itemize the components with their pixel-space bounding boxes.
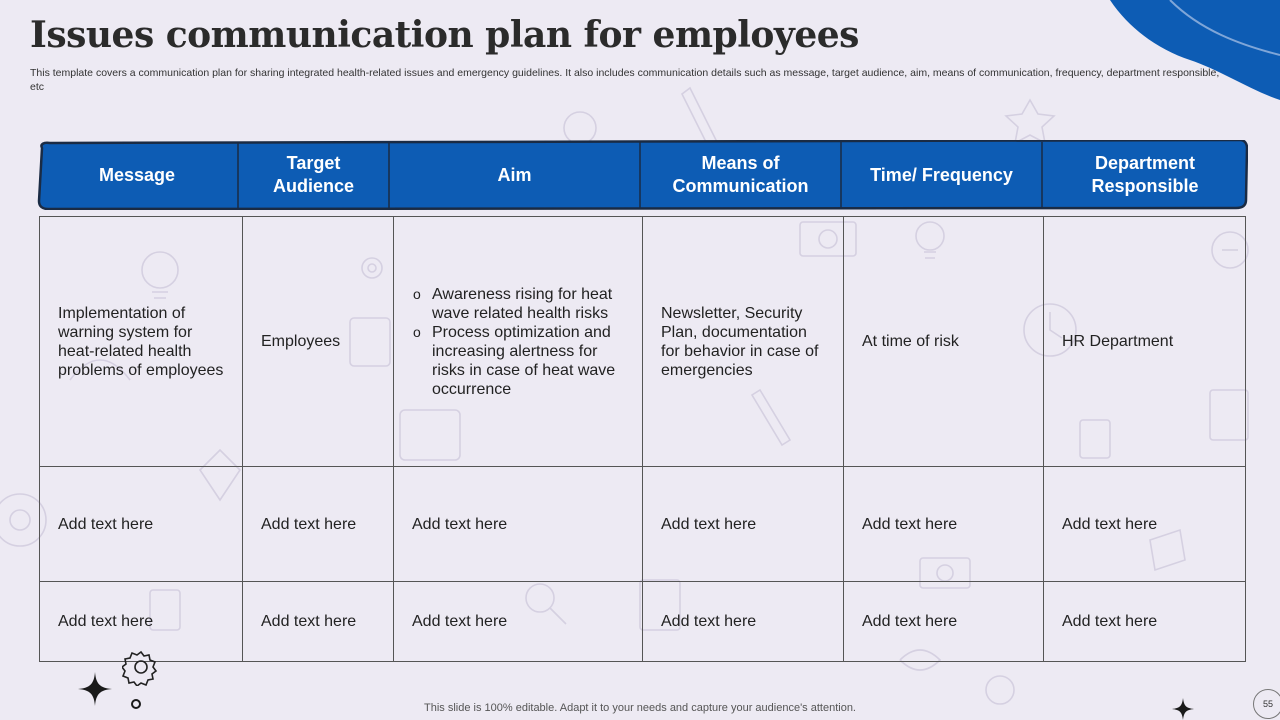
- cell-means: Add text here: [643, 467, 844, 582]
- cell-means: Add text here: [643, 582, 844, 662]
- cell-aim: Add text here: [394, 582, 643, 662]
- cell-audience: Add text here: [243, 582, 394, 662]
- cell-audience: Add text here: [243, 467, 394, 582]
- cell-aim: [394, 217, 643, 467]
- header-means-of-communication: Means of Communication: [672, 153, 809, 196]
- cell-department: HR Department: [1044, 217, 1246, 467]
- aim-item: o Process optimization and increasing alertness for risks in case of heat wave occurrence: [432, 323, 624, 399]
- footer-note: This slide is 100% editable. Adapt it to your needs and capture your audience's attention.: [424, 702, 856, 714]
- table-header: [36, 140, 1248, 210]
- aim-item: o Awareness rising for heat wave related health risks: [432, 285, 624, 323]
- table-row: [40, 467, 1246, 582]
- slide-title: Issues communication plan for employees: [30, 14, 859, 56]
- sparkle-star-icon: [78, 672, 112, 706]
- aim-list: [412, 285, 624, 399]
- cell-frequency: Add text here: [844, 582, 1044, 662]
- header-time-frequency: Time/ Frequency: [870, 164, 1013, 185]
- header-department-responsible: Department Responsible: [1091, 153, 1199, 196]
- cell-means: Newsletter, Security Plan, documentation for behavior in case of emergencies: [643, 217, 844, 467]
- header-message: Message: [98, 164, 176, 185]
- cell-department: Add text here: [1044, 467, 1246, 582]
- cell-frequency: At time of risk: [844, 217, 1044, 467]
- gear-icon: [122, 648, 160, 686]
- slide-subtitle: This template covers a communication plan for sharing integrated health-related issues and emergency guidelines. It also includes communication details such as message, target audience, aim, means of communication, frequency, department responsible, etc: [30, 67, 1220, 93]
- cell-message: Add text here: [40, 582, 243, 662]
- cell-message: Implementation of warning system for heat-related health problems of employees: [40, 217, 243, 467]
- table-row: [40, 582, 1246, 662]
- cell-message: Add text here: [40, 467, 243, 582]
- cell-department: Add text here: [1044, 582, 1246, 662]
- cell-frequency: Add text here: [844, 467, 1044, 582]
- cell-aim: Add text here: [394, 467, 643, 582]
- header-target-audience: Target Audience: [272, 153, 355, 196]
- table-row: [40, 217, 1246, 467]
- cell-audience: Employees: [243, 217, 394, 467]
- page-number: 55: [1253, 689, 1280, 719]
- header-aim: Aim: [497, 164, 532, 185]
- communication-plan-table: [39, 216, 1246, 662]
